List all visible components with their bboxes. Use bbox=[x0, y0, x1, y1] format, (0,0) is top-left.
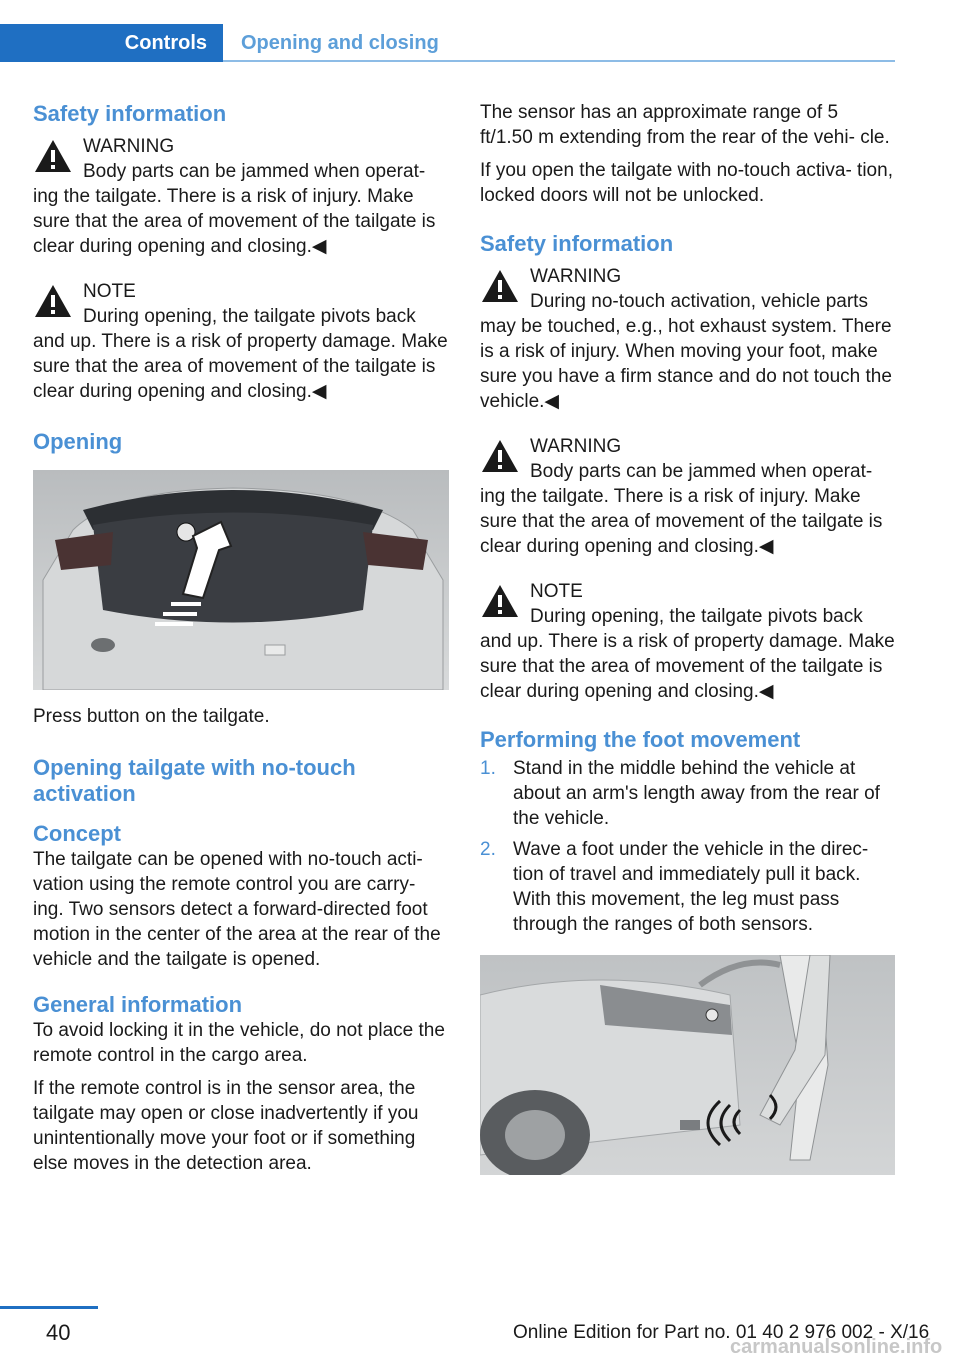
concept-heading: Concept bbox=[33, 821, 121, 846]
step-text: Stand in the middle behind the vehicle at about an arm's length away from the rear of the vehicle. bbox=[513, 758, 880, 829]
note-block bbox=[33, 279, 449, 404]
step-number: 1. bbox=[480, 758, 496, 779]
left-column bbox=[33, 100, 449, 1184]
chapter-header bbox=[0, 24, 895, 64]
sensor-range-text: The sensor has an approximate range of 5 ft/1.50 m extending from the rear of the vehi‐ cle. bbox=[480, 102, 890, 148]
warning-triangle-icon bbox=[33, 138, 73, 174]
warning-text-first: Body parts can be jammed when operat‐ bbox=[83, 161, 426, 182]
section-tab-controls[interactable]: Controls bbox=[0, 24, 223, 62]
list-item bbox=[480, 837, 896, 937]
foot-movement-heading: Performing the foot movement bbox=[480, 727, 801, 752]
warning-label: WARNING bbox=[530, 266, 622, 287]
note-text: and up. There is a risk of property damage. Make sure that the area of movement of the tailgate is clear during opening and closing.◀ bbox=[480, 631, 895, 702]
page-number: 40 bbox=[46, 1320, 71, 1345]
note-block bbox=[480, 579, 896, 704]
warning-triangle-icon bbox=[480, 583, 520, 619]
footer-rule bbox=[0, 1306, 98, 1309]
warning-block bbox=[480, 434, 896, 559]
warning-text-first: Body parts can be jammed when operat‐ bbox=[530, 461, 873, 482]
list-item bbox=[480, 756, 896, 831]
general-information-heading: General information bbox=[33, 992, 243, 1017]
general-information-text-2: If the remote control is in the sensor area, the tailgate may open or close inadvertently if you unintentionally move your foot or if something else moves in the detection area. bbox=[33, 1078, 419, 1174]
step-number: 2. bbox=[480, 839, 496, 860]
section-tab-opening-closing[interactable]: Opening and closing bbox=[241, 31, 439, 54]
header-rule bbox=[223, 60, 895, 62]
warning-block bbox=[33, 134, 449, 259]
warning-triangle-icon bbox=[33, 283, 73, 319]
note-label: NOTE bbox=[530, 581, 583, 602]
step-text: Wave a foot under the vehicle in the direc‐ tion of travel and immediately pull it back. With this movement, the leg must pass through the ranges of both sensors. bbox=[513, 839, 869, 935]
note-text-first: During opening, the tailgate pivots back bbox=[83, 306, 416, 327]
tailgate-button-illustration bbox=[33, 470, 449, 690]
concept-text: The tailgate can be opened with no-touch acti‐ vation using the remote control you are carry‐ ing. Two sensors detect a forward-directed foot motion in the center of the area at the rear of the vehicle and the tailgate is opened. bbox=[33, 849, 441, 970]
note-label: NOTE bbox=[83, 281, 136, 302]
opening-heading: Opening bbox=[33, 429, 123, 454]
car-rear-image bbox=[33, 470, 449, 690]
warning-triangle-icon bbox=[480, 438, 520, 474]
warning-text: ing the tailgate. There is a risk of injury. Make sure that the area of movement of the tailgate is clear during opening and closing.◀ bbox=[480, 486, 883, 557]
edition-text: Online Edition for Part no. 01 40 2 976 002 - X/16 bbox=[513, 1322, 930, 1343]
warning-triangle-icon bbox=[480, 268, 520, 304]
warning-block bbox=[480, 264, 896, 414]
note-text: and up. There is a risk of property damage. Make sure that the area of movement of the tailgate is clear during opening and closing.◀ bbox=[33, 331, 448, 402]
note-text-first: During opening, the tailgate pivots back bbox=[530, 606, 863, 627]
watermark-text: carmanualsonline.info bbox=[730, 1336, 943, 1358]
safety-information-heading-2: Safety information bbox=[480, 231, 674, 256]
warning-text-first: During no-touch activation, vehicle parts bbox=[530, 291, 868, 312]
right-column bbox=[480, 100, 896, 1175]
warning-label: WARNING bbox=[83, 136, 175, 157]
warning-label: WARNING bbox=[530, 436, 622, 457]
general-information-text-1: To avoid locking it in the vehicle, do not place the remote control in the cargo area. bbox=[33, 1020, 445, 1066]
safety-information-heading: Safety information bbox=[33, 101, 227, 126]
foot-movement-steps bbox=[480, 756, 896, 937]
car-foot-image bbox=[480, 955, 895, 1175]
warning-text: may be touched, e.g., hot exhaust system. There is a risk of injury. When moving your foot, make sure you have a firm stance and do not touch the vehicle.◀ bbox=[480, 316, 892, 412]
foot-movement-illustration bbox=[480, 955, 895, 1175]
locked-doors-text: If you open the tailgate with no-touch activa‐ tion, locked doors will not be unlocked. bbox=[480, 160, 893, 206]
no-touch-heading: Opening tailgate with no-touch activation bbox=[33, 755, 356, 806]
warning-text: ing the tailgate. There is a risk of injury. Make sure that the area of movement of the tailgate is clear during opening and closing.◀ bbox=[33, 186, 436, 257]
press-button-text: Press button on the tailgate. bbox=[33, 706, 270, 727]
